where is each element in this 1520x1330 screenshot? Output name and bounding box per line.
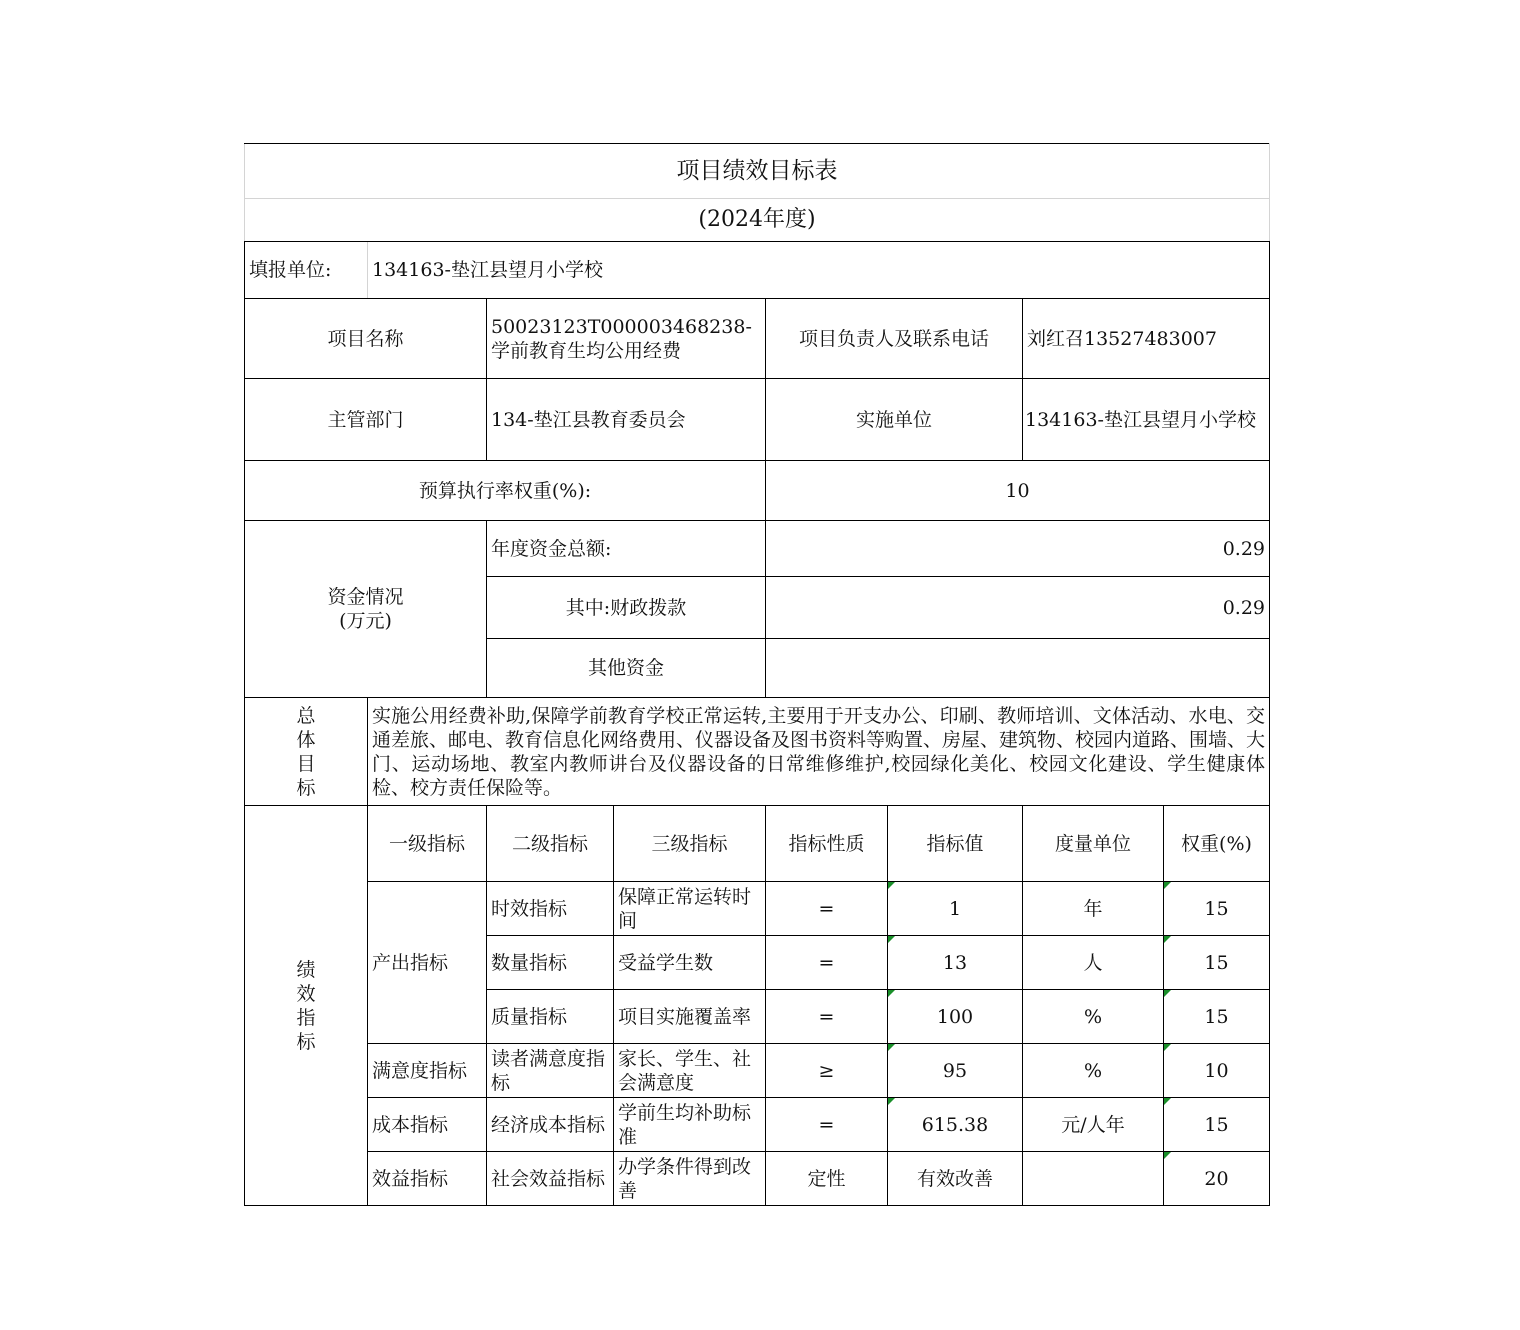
row-value: 95 [888, 1044, 1023, 1098]
row-nature: = [766, 936, 888, 990]
performance-target-table [244, 143, 1270, 1206]
row-level2: 经济成本指标 [487, 1098, 614, 1152]
row-level2: 质量指标 [487, 990, 614, 1044]
row-nature: 定性 [766, 1152, 888, 1206]
row-unit: % [1023, 990, 1164, 1044]
implementer-value: 134163-垫江县望月小学校 [1023, 379, 1270, 461]
row-level3: 保障正常运转时间 [614, 882, 766, 936]
group-cost: 成本指标 [368, 1098, 487, 1152]
fiscal-year: (2024年度) [245, 199, 1270, 242]
reporting-unit-label: 填报单位: [245, 242, 368, 299]
project-owner-label: 项目负责人及联系电话 [766, 299, 1023, 379]
overall-goal-char: 总 [296, 704, 316, 727]
row-nature: = [766, 882, 888, 936]
overall-goal-char: 体 [296, 728, 316, 751]
row-value: 有效改善 [888, 1152, 1023, 1206]
row-weight: 15 [1164, 1098, 1270, 1152]
overall-goal-char: 标 [296, 776, 316, 799]
row-nature: = [766, 990, 888, 1044]
overall-goal-text: 实施公用经费补助,保障学前教育学校正常运转,主要用于开支办公、印刷、教师培训、文体活动、水电、交通差旅、邮电、教育信息化网络费用、仪器设备及图书资料等购置、房屋、建筑物、校园内道路、围墙、大门、运动场地、教室内教师讲台及仪器设备的日常维修维护,校园绿化美化、校园文化建设、学生健康体检、校方责任保险等。 [368, 698, 1270, 806]
header-value: 指标值 [888, 806, 1023, 882]
funds-label-line2: (万元) [339, 610, 392, 632]
indicators-label-char: 指 [296, 1006, 316, 1029]
overall-goal-label [245, 698, 368, 806]
indicators-label-char: 标 [296, 1030, 316, 1053]
header-level1: 一级指标 [368, 806, 487, 882]
row-level2: 读者满意度指标 [487, 1044, 614, 1098]
header-weight: 权重(%) [1164, 806, 1270, 882]
row-level2: 数量指标 [487, 936, 614, 990]
page-title: 项目绩效目标表 [245, 144, 1270, 199]
row-nature: ≥ [766, 1044, 888, 1098]
funds-fiscal-label: 其中:财政拨款 [487, 577, 766, 639]
row-weight: 20 [1164, 1152, 1270, 1206]
funds-other-label: 其他资金 [487, 639, 766, 698]
row-level2: 时效指标 [487, 882, 614, 936]
budget-rate-label: 预算执行率权重(%): [245, 461, 766, 521]
row-value: 615.38 [888, 1098, 1023, 1152]
row-weight: 15 [1164, 990, 1270, 1044]
row-weight: 10 [1164, 1044, 1270, 1098]
project-name-value: 50023123T000003468238-学前教育生均公用经费 [487, 299, 766, 379]
row-nature: = [766, 1098, 888, 1152]
header-level2: 二级指标 [487, 806, 614, 882]
group-output: 产出指标 [368, 882, 487, 1044]
reporting-unit-value: 134163-垫江县望月小学校 [368, 242, 1270, 299]
row-level3: 办学条件得到改善 [614, 1152, 766, 1206]
project-owner-value: 刘红召13527483007 [1023, 299, 1270, 379]
header-level3: 三级指标 [614, 806, 766, 882]
group-benefit: 效益指标 [368, 1152, 487, 1206]
funds-label [245, 521, 487, 698]
row-unit: 元/人年 [1023, 1098, 1164, 1152]
row-level3: 家长、学生、社会满意度 [614, 1044, 766, 1098]
department-label: 主管部门 [245, 379, 487, 461]
row-value: 100 [888, 990, 1023, 1044]
budget-rate-value: 10 [766, 461, 1270, 521]
row-level3: 受益学生数 [614, 936, 766, 990]
indicators-label-char: 绩 [296, 958, 316, 981]
row-level2: 社会效益指标 [487, 1152, 614, 1206]
indicators-label [245, 806, 368, 1206]
row-level3: 项目实施覆盖率 [614, 990, 766, 1044]
row-unit [1023, 1152, 1164, 1206]
row-weight: 15 [1164, 882, 1270, 936]
row-unit: 年 [1023, 882, 1164, 936]
row-weight: 15 [1164, 936, 1270, 990]
department-value: 134-垫江县教育委员会 [487, 379, 766, 461]
group-satisfaction: 满意度指标 [368, 1044, 487, 1098]
implementer-label: 实施单位 [766, 379, 1023, 461]
row-value: 1 [888, 882, 1023, 936]
funds-fiscal-value: 0.29 [766, 577, 1270, 639]
funds-other-value [766, 639, 1270, 698]
funds-label-line1: 资金情况 [327, 586, 404, 608]
row-value: 13 [888, 936, 1023, 990]
indicators-label-char: 效 [296, 982, 316, 1005]
row-unit: % [1023, 1044, 1164, 1098]
row-level3: 学前生均补助标准 [614, 1098, 766, 1152]
row-unit: 人 [1023, 936, 1164, 990]
overall-goal-char: 目 [296, 752, 316, 775]
header-unit: 度量单位 [1023, 806, 1164, 882]
project-name-label: 项目名称 [245, 299, 487, 379]
funds-total-label: 年度资金总额: [487, 521, 766, 577]
funds-total-value: 0.29 [766, 521, 1270, 577]
header-nature: 指标性质 [766, 806, 888, 882]
